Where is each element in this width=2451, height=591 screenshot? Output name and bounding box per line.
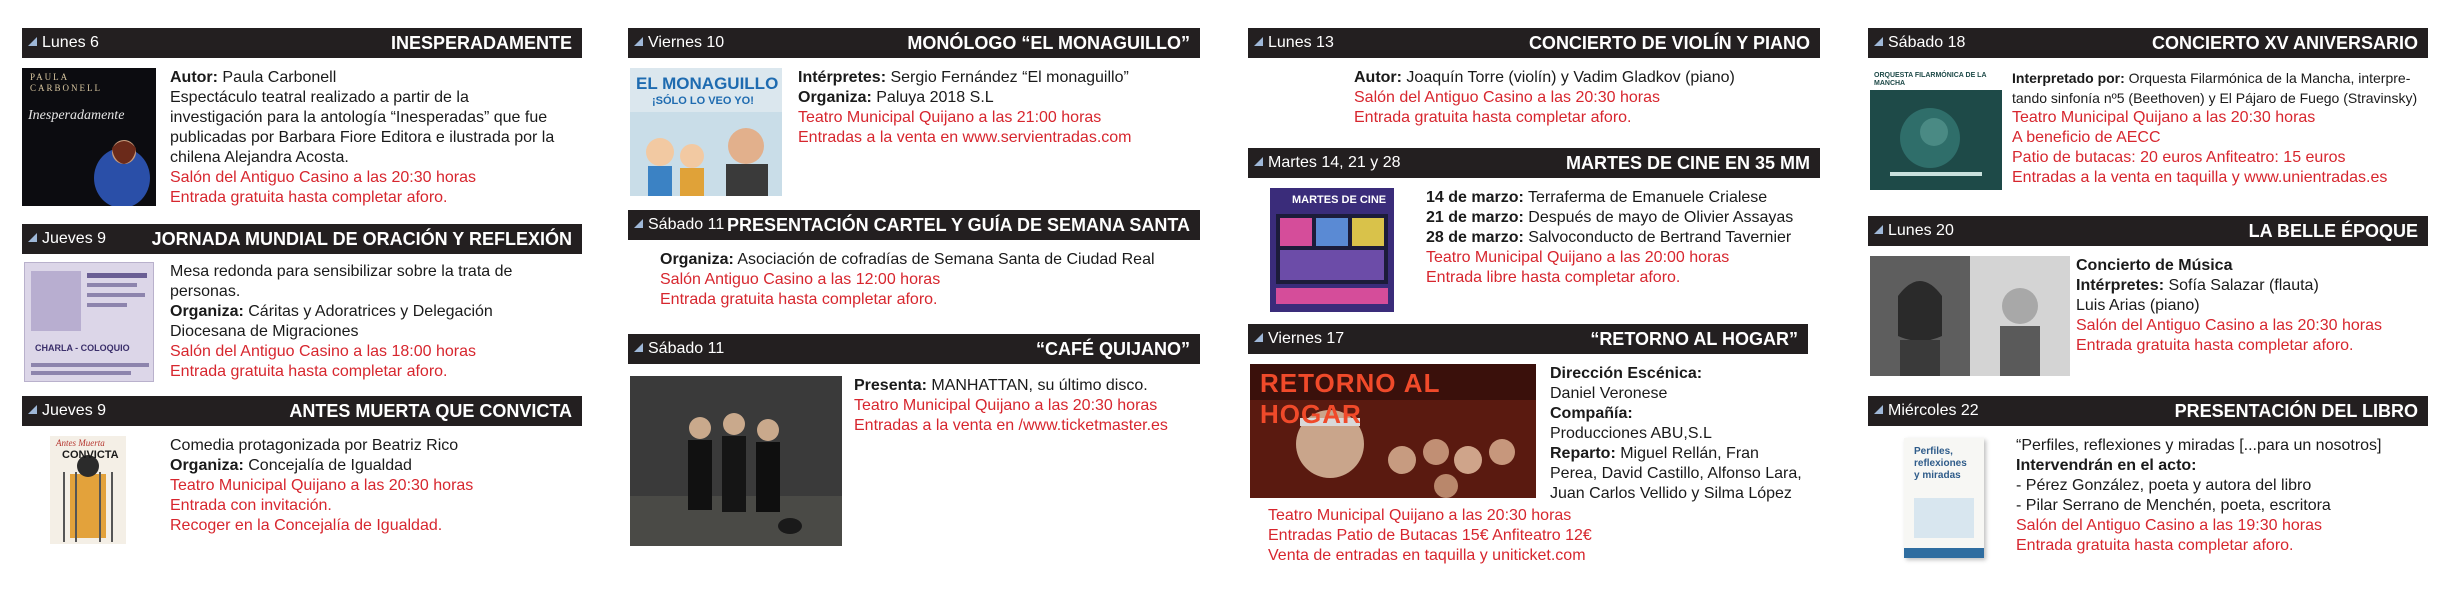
event-admission: Entrada gratuita hasta completar aforo. (170, 189, 448, 206)
event-header (628, 28, 1200, 58)
event-line: chilena Alejandra Acosta. (170, 149, 349, 166)
event-date: Lunes 20 (1888, 222, 1954, 239)
event-date: Lunes 13 (1268, 34, 1334, 51)
event-body (1354, 68, 1820, 128)
event-header (628, 210, 1200, 240)
event-title: LA BELLE ÉPOQUE (2248, 220, 2418, 241)
header-marker-icon (28, 37, 37, 46)
event-date: Lunes 6 (42, 34, 99, 51)
event-line: Organiza: Asociación de cofradías de Semana Santa de Ciudad Real (660, 251, 1155, 268)
event-title: CONCIERTO XV ANIVERSARIO (2151, 32, 2418, 53)
event-date: Miércoles 22 (1888, 402, 1979, 419)
event-retorno-al-hogar (1248, 324, 1820, 586)
event-line: Juan Carlos Vellido y Silma López (1550, 485, 1792, 502)
header-marker-icon (634, 219, 643, 228)
event-admission: Entrada gratuita hasta completar aforo. (2016, 537, 2294, 554)
event-poster (1270, 188, 1394, 312)
event-presentacion-libro (1868, 396, 2428, 566)
event-line: Espectáculo teatral realizado a partir de la (170, 89, 469, 106)
event-admission: Entrada con invitación. (170, 497, 332, 514)
event-admission-note: Recoger en la Concejalía de Igualdad. (170, 517, 443, 534)
event-line: Reparto: Miguel Rellán, Fran (1550, 445, 1759, 462)
event-body (2076, 256, 2428, 356)
event-poster (1250, 364, 1536, 498)
event-line: Diocesana de Migraciones (170, 323, 359, 340)
poster-subtitle: ¡SÓLO LO VEO YO! (652, 95, 754, 107)
event-venue: Teatro Municipal Quijano a las 20:30 horas (170, 477, 474, 494)
event-prices: Entradas Patio de Butacas 15€ Anfiteatro 12€ (1268, 527, 1592, 544)
event-martes-de-cine (1248, 148, 1820, 318)
event-line: Autor: Joaquín Torre (violín) y Vadim Gladkov (piano) (1354, 69, 1735, 86)
event-jornada-mundial (22, 224, 582, 389)
event-violin-piano (1248, 28, 1820, 138)
event-date: Viernes 10 (648, 34, 725, 51)
band-photo (630, 376, 842, 546)
event-header (1868, 396, 2428, 426)
event-charity: A beneficio de AECC (2012, 129, 2161, 146)
event-line: Comedia protagonizada por Beatriz Rico (170, 437, 459, 454)
poster-caption: CHARLA - COLOQUIO (35, 343, 130, 353)
event-cafe-quijano (628, 334, 1200, 554)
event-venue: Teatro Municipal Quijano a las 20:30 horas (1268, 507, 1572, 524)
book-title-3: y miradas (1914, 470, 1961, 481)
event-line: Organiza: Concejalía de Igualdad (170, 457, 412, 474)
poster-title-top: Antes Muerta (56, 438, 105, 448)
event-line: Luis Arias (piano) (2076, 297, 2200, 314)
event-header (1248, 148, 1820, 178)
poster-artwork (25, 263, 154, 382)
event-line: Producciones ABU,S.L (1550, 425, 1712, 442)
book-title-1: Perfiles, (1914, 446, 1953, 457)
event-line: Dirección Escénica: (1550, 365, 1703, 382)
event-date: Sábado 11 (648, 216, 725, 233)
event-date: Sábado 11 (648, 340, 725, 357)
header-marker-icon (634, 37, 643, 46)
event-line: “Perfiles, reflexiones y miradas [...para un nosotros] (2016, 437, 2382, 454)
event-antes-muerta (22, 396, 582, 556)
header-marker-icon (28, 233, 37, 242)
event-line: - Pérez González, poeta y autora del libro (2016, 477, 2312, 494)
poster-title: Inesperadamente (28, 108, 125, 123)
event-line: Daniel Veronese (1550, 385, 1668, 402)
header-marker-icon (1254, 157, 1263, 166)
event-line: Intérpretes: Sofía Salazar (flauta) (2076, 277, 2319, 294)
header-marker-icon (1874, 405, 1883, 414)
event-date: Viernes 17 (1268, 330, 1345, 347)
event-line: Intérpretes: Sergio Fernández “El monaguillo” (798, 69, 1129, 86)
event-inesperadamente (22, 28, 582, 218)
event-header (1868, 28, 2428, 58)
poster-title: RETORNO AL HOGAR (1260, 368, 1440, 429)
event-monaguillo (628, 28, 1200, 198)
event-body (170, 262, 582, 382)
event-poster (1870, 68, 2002, 190)
book-title-2: reflexiones (1914, 458, 1967, 469)
event-venue: Salón del Antiguo Casino a las 20:30 horas (170, 169, 476, 186)
event-line: - Pilar Serrano de Menchén, poeta, escritora (2016, 497, 2331, 514)
event-venue: Salón del Antiguo Casino a las 20:30 horas (2076, 317, 2382, 334)
event-venue: Teatro Municipal Quijano a las 20:00 horas (1426, 249, 1730, 266)
event-venue: Teatro Municipal Quijano a las 21:00 horas (798, 109, 1102, 126)
event-photo (1870, 256, 2070, 376)
event-line: Autor: Paula Carbonell (170, 69, 337, 86)
event-footer (1268, 506, 1820, 566)
header-marker-icon (1874, 225, 1883, 234)
event-header (22, 396, 582, 426)
event-poster (630, 68, 782, 196)
book-cover (1904, 438, 1984, 558)
event-body (660, 250, 1200, 310)
event-venue: Teatro Municipal Quijano a las 20:30 horas (854, 397, 1158, 414)
event-line: Intervendrán en el acto: (2016, 457, 2197, 474)
poster-title: MARTES DE CINE (1292, 194, 1387, 206)
event-tickets-link[interactable]: Entradas a la venta en taquilla y www.unientradas.es (2012, 169, 2388, 186)
event-prices: Patio de butacas: 20 euros Anfiteatro: 15 euros (2012, 149, 2346, 166)
event-header (22, 28, 582, 58)
poster-artwork (1270, 188, 1394, 312)
event-body (798, 68, 1198, 148)
header-marker-icon (1254, 37, 1263, 46)
event-admission: Entrada libre hasta completar aforo. (1426, 269, 1681, 286)
event-title: MARTES DE CINE EN 35 MM (1565, 152, 1810, 173)
event-header (628, 334, 1200, 364)
event-tickets-link[interactable]: Entradas a la venta en /www.ticketmaster.es (854, 417, 1168, 434)
event-title: PRESENTACIÓN CARTEL Y GUÍA DE SEMANA SANTA (726, 214, 1190, 235)
event-venue: Salón del Antiguo Casino a las 19:30 horas (2016, 517, 2322, 534)
event-line: 14 de marzo: Terraferma de Emanuele Crialese (1426, 189, 1768, 206)
header-marker-icon (28, 405, 37, 414)
event-date: Jueves 9 (42, 402, 107, 419)
event-admission: Entrada gratuita hasta completar aforo. (2076, 337, 2354, 354)
event-body (854, 376, 1200, 436)
event-line: tando sinfonía nº5 (Beethoven) y El Pájaro de Fuego (Stravinsky) (2012, 90, 2418, 106)
event-line: Mesa redonda para sensibilizar sobre la trata de (170, 263, 513, 280)
event-poster (50, 436, 126, 544)
event-header (1248, 324, 1808, 354)
event-venue: Salón del Antiguo Casino a las 20:30 horas (1354, 89, 1660, 106)
event-body (170, 68, 582, 208)
event-title: INESPERADAMENTE (390, 32, 572, 53)
poster-title: ORQUESTA FILARMÓNICA DE LA MANCHA (1874, 72, 1987, 87)
event-photo (630, 376, 842, 546)
event-line: Interpretado por: Orquesta Filarmónica de la Mancha, interpre- (2012, 70, 2411, 86)
performers-photo (1870, 256, 2070, 376)
event-title: PRESENTACIÓN DEL LIBRO (2174, 400, 2418, 421)
event-line: Organiza: Paluya 2018 S.L (798, 89, 994, 106)
event-admission: Entrada gratuita hasta completar aforo. (170, 363, 448, 380)
event-title: JORNADA MUNDIAL DE ORACIÓN Y REFLEXIÓN (151, 228, 572, 249)
event-line: Perea, David Castillo, Alfonso Lara, (1550, 465, 1802, 482)
event-title: ANTES MUERTA QUE CONVICTA (289, 400, 572, 421)
event-title: “RETORNO AL HOGAR” (1590, 328, 1798, 349)
event-body (1550, 364, 1820, 504)
event-venue: Salón del Antiguo Casino a las 18:00 horas (170, 343, 476, 360)
event-tickets-link[interactable]: Venta de entradas en taquilla y uniticket.com (1268, 547, 1586, 564)
header-marker-icon (1874, 37, 1883, 46)
event-line: personas. (170, 283, 241, 300)
event-line: Concierto de Música (2076, 257, 2233, 274)
event-venue: Salón Antiguo Casino a las 12:00 horas (660, 271, 941, 288)
event-line: 28 de marzo: Salvoconducto de Bertrand Tavernier (1426, 229, 1792, 246)
event-venue: Teatro Municipal Quijano a las 20:30 horas (2012, 109, 2316, 126)
event-body (2012, 68, 2428, 188)
event-line: 21 de marzo: Después de mayo de Olivier Assayas (1426, 209, 1794, 226)
event-title: “CAFÉ QUIJANO” (1035, 338, 1190, 359)
event-line: Presenta: MANHATTAN, su último disco. (854, 377, 1148, 394)
event-la-belle-epoque (1868, 216, 2428, 382)
event-tickets-link[interactable]: Entradas a la venta en www.servientradas.com (798, 129, 1132, 146)
event-header (22, 224, 582, 254)
event-header (1248, 28, 1820, 58)
poster-title: EL MONAGUILLO (636, 74, 779, 93)
event-title: MONÓLOGO “EL MONAGUILLO” (907, 32, 1190, 53)
event-admission: Entrada gratuita hasta completar aforo. (1354, 109, 1632, 126)
event-line: investigación para la antología “Inesperadas” que fue (170, 109, 548, 126)
event-semana-santa (628, 210, 1200, 320)
header-marker-icon (634, 343, 643, 352)
event-body (2016, 436, 2428, 556)
event-line: publicadas por Barbara Fiore Editora e ilustrada por la (170, 129, 555, 146)
event-line: Compañía: (1550, 405, 1633, 422)
event-date: Martes 14, 21 y 28 (1268, 154, 1401, 171)
poster-title-bottom: CONVICTA (62, 449, 119, 461)
event-admission: Entrada gratuita hasta completar aforo. (660, 291, 938, 308)
event-title: CONCIERTO DE VIOLÍN Y PIANO (1528, 32, 1810, 53)
event-date: Jueves 9 (42, 230, 107, 247)
event-line: Organiza: Cáritas y Adoratrices y Delegación (170, 303, 493, 320)
poster-author-surname: CARBONELL (30, 83, 102, 93)
event-body (170, 436, 582, 536)
event-poster (24, 262, 154, 382)
header-marker-icon (1254, 333, 1263, 342)
poster-author: PAULA (30, 72, 70, 82)
event-date: Sábado 18 (1888, 34, 1966, 51)
event-body (1426, 188, 1820, 288)
event-header (1868, 216, 2428, 246)
event-poster (22, 68, 156, 206)
event-concierto-xv-aniversario (1868, 28, 2428, 198)
